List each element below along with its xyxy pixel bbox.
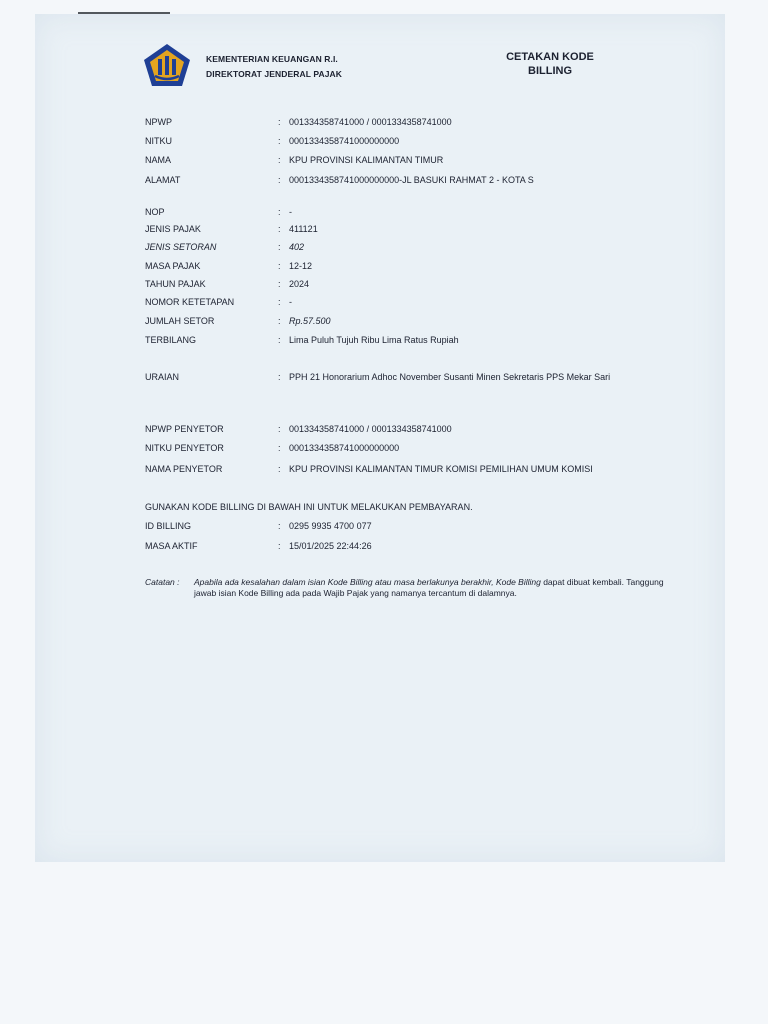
jumlah-setor-value: Rp.57.500 xyxy=(289,316,331,326)
nitku-separator: : xyxy=(278,136,281,146)
nop-value: - xyxy=(289,207,292,217)
npwp-value: 001334358741000 / 0001334358741000 xyxy=(289,117,452,127)
document-title xyxy=(485,50,615,78)
masa-pajak-separator: : xyxy=(278,261,281,271)
note-text xyxy=(194,577,664,599)
jenis-pajak-value: 411121 xyxy=(289,224,318,234)
note-text-part-3: dapat dibuat kembali. Tanggung jawab isian Kode Billing ada pada Wajib Pajak yang namanya tercantum di dalamnya. xyxy=(194,577,664,598)
terbilang-label: TERBILANG xyxy=(145,335,197,345)
nomor-ketetapan-separator: : xyxy=(278,297,281,307)
masa-aktif-separator: : xyxy=(278,541,281,551)
jumlah-setor-label: JUMLAH SETOR xyxy=(145,316,215,326)
id-billing-separator: : xyxy=(278,521,281,531)
nitku-penyetor-label: NITKU PENYETOR xyxy=(145,443,224,453)
terbilang-separator: : xyxy=(278,335,281,345)
nitku-penyetor-separator: : xyxy=(278,443,281,453)
note-text-part-1: Apabila ada kesalahan dalam isian Kode Billing atau masa berlakunya berakhir, Kode xyxy=(194,577,519,587)
terbilang-value: Lima Puluh Tujuh Ribu Lima Ratus Rupiah xyxy=(289,335,459,345)
uraian-separator: : xyxy=(278,372,281,382)
tahun-pajak-label: TAHUN PAJAK xyxy=(145,279,206,289)
nama-label: NAMA xyxy=(145,155,172,165)
npwp-penyetor-separator: : xyxy=(278,424,281,434)
jenis-setoran-label: JENIS SETORAN xyxy=(145,242,217,252)
alamat-label: ALAMAT xyxy=(145,175,181,185)
jumlah-setor-separator: : xyxy=(278,316,281,326)
npwp-label: NPWP xyxy=(145,117,172,127)
nitku-penyetor-value: 0001334358741000000000 xyxy=(289,443,400,453)
masa-aktif-value: 15/01/2025 22:44:26 xyxy=(289,541,372,551)
nomor-ketetapan-value: - xyxy=(289,297,292,307)
npwp-separator: : xyxy=(278,117,281,127)
nop-separator: : xyxy=(278,207,281,217)
header-ministry-block xyxy=(206,52,342,82)
uraian-label: URAIAN xyxy=(145,372,180,382)
uraian-value: PPH 21 Honorarium Adhoc November Susanti Minen Sekretaris PPS Mekar Sari xyxy=(289,372,611,382)
nomor-ketetapan-label: NOMOR KETETAPAN xyxy=(145,297,235,307)
id-billing-value: 0295 9935 4700 077 xyxy=(289,521,372,531)
jenis-setoran-value: 402 xyxy=(289,242,305,252)
nop-label: NOP xyxy=(145,207,165,217)
ministry-name: KEMENTERIAN KEUANGAN R.I. xyxy=(206,54,338,64)
nama-penyetor-separator: : xyxy=(278,464,281,474)
directorate-name: DIREKTORAT JENDERAL PAJAK xyxy=(206,69,342,79)
tahun-pajak-separator: : xyxy=(278,279,281,289)
masa-pajak-label: MASA PAJAK xyxy=(145,261,201,271)
note-label: Catatan : xyxy=(145,577,180,587)
npwp-penyetor-value: 001334358741000 / 0001334358741000 xyxy=(289,424,452,434)
title-line-2: BILLING xyxy=(528,65,572,77)
jenis-pajak-label: JENIS PAJAK xyxy=(145,224,201,234)
alamat-value: 0001334358741000000000-JL BASUKI RAHMAT 2 - KOTA S xyxy=(289,175,534,185)
tahun-pajak-value: 2024 xyxy=(289,279,310,289)
nama-separator: : xyxy=(278,155,281,165)
title-line-1: CETAKAN KODE xyxy=(506,51,594,63)
kemenkeu-logo-icon xyxy=(142,42,192,90)
masa-pajak-value: 12-12 xyxy=(289,261,313,271)
nama-penyetor-label: NAMA PENYETOR xyxy=(145,464,223,474)
alamat-separator: : xyxy=(278,175,281,185)
note-text-billing: Billing xyxy=(518,577,541,587)
nitku-label: NITKU xyxy=(145,136,172,146)
npwp-penyetor-label: NPWP PENYETOR xyxy=(145,424,224,434)
nama-value: KPU PROVINSI KALIMANTAN TIMUR xyxy=(289,155,444,165)
nama-penyetor-value: KPU PROVINSI KALIMANTAN TIMUR KOMISI PEMILIHAN UMUM KOMISI xyxy=(289,464,593,474)
masa-aktif-label: MASA AKTIF xyxy=(145,541,198,551)
jenis-pajak-separator: : xyxy=(278,224,281,234)
jenis-setoran-separator: : xyxy=(278,242,281,252)
id-billing-label: ID BILLING xyxy=(145,521,192,531)
nitku-value: 0001334358741000000000 xyxy=(289,136,400,146)
payment-instruction: GUNAKAN KODE BILLING DI BAWAH INI UNTUK MELAKUKAN PEMBAYARAN. xyxy=(145,502,473,512)
